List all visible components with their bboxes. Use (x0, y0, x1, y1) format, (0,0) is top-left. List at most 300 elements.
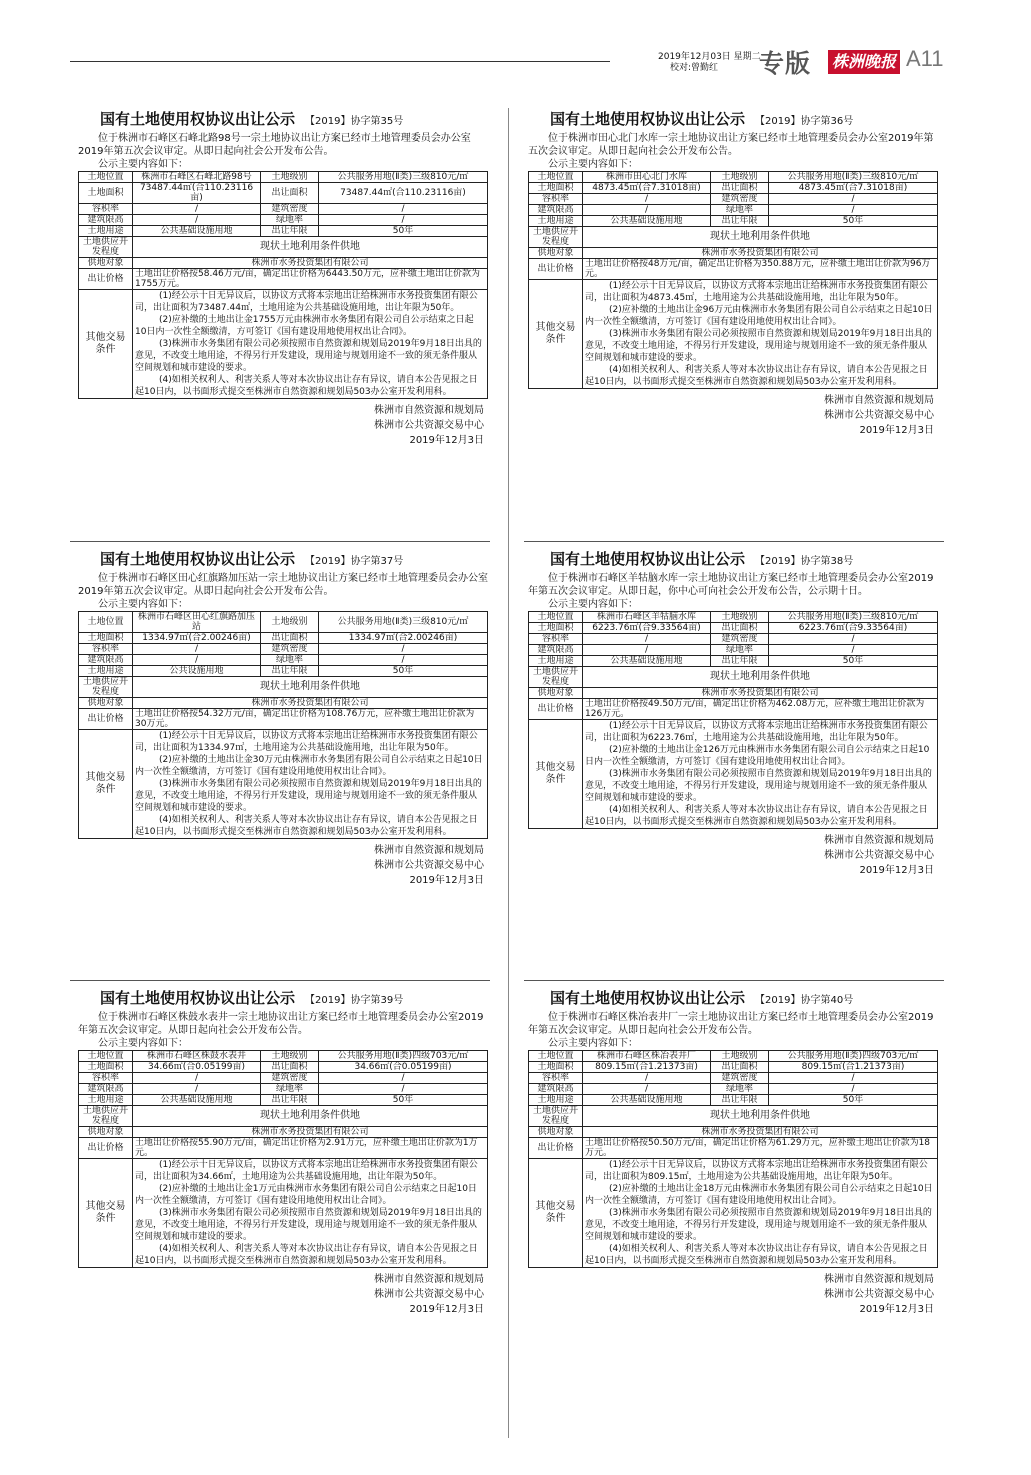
row-divider-left-2 (70, 980, 490, 981)
label-price: 出让价格 (79, 1138, 133, 1159)
value-grade: 公共服务用地(Ⅱ类)三级810元/㎡ (319, 612, 488, 633)
label-use: 土地用途 (79, 666, 133, 677)
value-area: 4873.45㎡(合7.31018亩) (583, 183, 711, 194)
label-density: 建筑密度 (711, 634, 769, 645)
table-row (529, 645, 938, 656)
value-dev-level: 现状土地利用条件供地 (583, 667, 938, 688)
value-far: / (583, 1073, 711, 1084)
label-position: 土地位置 (79, 172, 133, 183)
table-row (79, 183, 488, 204)
section-name: 专版 (759, 49, 812, 78)
signature-bureau: 株洲市自然资源和规划局 (374, 845, 484, 856)
signature-bureau: 株洲市自然资源和规划局 (824, 1274, 934, 1285)
value-dev-level: 现状土地利用条件供地 (133, 237, 488, 258)
table-row (79, 1051, 488, 1062)
condition-3: (3)株洲市水务集团有限公司必须按照市自然资源和规划局2019年9月18日出具的意见，不改变土地用途，不得另行开发建设，现用途与规划用途不一致的须无条件服从空间规划和城市建设的要求。 (585, 769, 932, 803)
label-far: 容积率 (529, 634, 583, 645)
notice-heading (528, 548, 938, 572)
value-height: / (583, 1084, 711, 1095)
value-grade: 公共服务用地(Ⅱ类)三级810元/㎡ (769, 172, 938, 183)
condition-4: (4)如相关权利人、利害关系人等对本次协议出让存有异议，请自本公告见报之日起10日内，以书面形式提交至株洲市自然资源和规划局503办公室开发利用科。 (585, 1244, 928, 1266)
notice-subtitle: 公示主要内容如下： (548, 599, 638, 610)
label-other: 其他交易条件 (529, 280, 583, 389)
value-dev-level: 现状土地利用条件供地 (583, 227, 938, 248)
notice-number: 【2019】协字第37号 (305, 556, 404, 567)
table-row (529, 1095, 938, 1106)
signature-center: 株洲市公共资源交易中心 (824, 850, 934, 861)
signature-bureau: 株洲市自然资源和规划局 (374, 1274, 484, 1285)
condition-2: (2)应补缴的土地出让金30万元由株洲市水务集团有限公司自公示结束之日起10日内一次性全额缴清，方可签订《国有建设用地使用权出让合同》。 (135, 755, 483, 777)
signature-date: 2019年12月3日 (859, 1304, 934, 1315)
label-use: 土地用途 (529, 656, 583, 667)
value-far: / (133, 1073, 261, 1084)
table-row (79, 258, 488, 269)
table-row (529, 216, 938, 227)
table-row (79, 237, 488, 258)
label-price: 出让价格 (79, 709, 133, 730)
land-notice (528, 108, 938, 438)
label-price: 出让价格 (79, 269, 133, 290)
value-area: 73487.44㎡(合110.23116亩) (133, 183, 261, 204)
label-area: 土地面积 (79, 183, 133, 204)
label-grantee: 供地对象 (529, 1127, 583, 1138)
table-row (79, 1062, 488, 1073)
signature-block (78, 843, 488, 888)
label-green: 绿地率 (711, 205, 769, 216)
label-area: 土地面积 (529, 1062, 583, 1073)
value-price: 土地出让价格按50.50万元/亩，确定出让价格为61.29万元，应补缴土地出让价款为18万元。 (583, 1138, 938, 1159)
value-green: / (769, 645, 938, 656)
value-other-conditions (583, 280, 938, 389)
land-info-table (78, 171, 488, 399)
label-use: 土地用途 (79, 226, 133, 237)
notice-title: 国有土地使用权协议出让公示 (550, 110, 746, 128)
value-price: 土地出让价格按48万元/亩，确定出让价格为350.88万元，应补缴土地出让价款为96万元。 (583, 259, 938, 280)
table-row (529, 634, 938, 645)
value-density: / (319, 644, 488, 655)
label-density: 建筑密度 (261, 1073, 319, 1084)
value-term: 50年 (319, 666, 488, 677)
value-density: / (769, 194, 938, 205)
value-area: 809.15㎡(合1.21373亩) (583, 1062, 711, 1073)
value-green: / (769, 1084, 938, 1095)
condition-3: (3)株洲市水务集团有限公司必须按照市自然资源和规划局2019年9月18日出具的意见，不改变土地用途，不得另行开发建设，现用途与规划用途不一致的须无条件服从空间规划和城市建设的要求。 (135, 779, 482, 813)
condition-1: (1)经公示十日无异议后，以协议方式将本宗地出让给株洲市水务投资集团有限公司，出让面积为809.15㎡，土地用途为公共基础设施用地，出让年限为50年。 (585, 1160, 928, 1182)
value-density: / (769, 1073, 938, 1084)
table-row (79, 677, 488, 698)
notice-subtitle: 公示主要内容如下： (98, 1038, 188, 1049)
table-row (79, 1084, 488, 1095)
value-price: 土地出让价格按58.46万元/亩，确定出让价格为6443.50万元，应补缴土地出让价款为1755万元。 (133, 269, 488, 290)
value-area: 6223.76㎡(合9.33564亩) (583, 623, 711, 634)
value-term: 50年 (769, 1095, 938, 1106)
label-height: 建筑限高 (79, 1084, 133, 1095)
table-row (79, 290, 488, 399)
label-green: 绿地率 (261, 215, 319, 226)
value-use: 公共基础设施用地 (583, 1095, 711, 1106)
label-other: 其他交易条件 (79, 290, 133, 399)
label-grantee: 供地对象 (79, 698, 133, 709)
signature-block (528, 1272, 938, 1317)
value-term: 50年 (769, 216, 938, 227)
label-grade: 土地级别 (261, 172, 319, 183)
signature-block (78, 1272, 488, 1317)
notice-intro: 位于株洲市田心北门水库一宗土地协议出让方案已经市土地管理委员会办公室2019年第五次会议审定。从即日起向社会公开发布公告。 (528, 133, 934, 157)
label-position: 土地位置 (529, 612, 583, 623)
label-grade: 土地级别 (711, 612, 769, 623)
value-sale-area: 6223.76㎡(合9.33564亩) (769, 623, 938, 634)
land-notice (528, 548, 938, 878)
label-grade: 土地级别 (711, 172, 769, 183)
table-row (529, 1051, 938, 1062)
label-height: 建筑限高 (529, 645, 583, 656)
signature-center: 株洲市公共资源交易中心 (824, 410, 934, 421)
label-dev-level: 土地供应开发程度 (529, 667, 583, 688)
condition-4: (4)如相关权利人、利害关系人等对本次协议出让存有异议，请自本公告见报之日起10日内，以书面形式提交至株洲市自然资源和规划局503办公室开发利用科。 (135, 1244, 478, 1266)
land-info-table (528, 1050, 938, 1268)
label-dev-level: 土地供应开发程度 (529, 227, 583, 248)
value-green: / (319, 215, 488, 226)
land-notice (78, 987, 488, 1317)
label-other: 其他交易条件 (79, 1159, 133, 1268)
label-sale-area: 出让面积 (261, 183, 319, 204)
value-use: 公共基础设施用地 (583, 216, 711, 227)
notice-subtitle: 公示主要内容如下： (98, 599, 188, 610)
label-area: 土地面积 (79, 633, 133, 644)
value-green: / (769, 205, 938, 216)
notice-subtitle: 公示主要内容如下： (98, 159, 188, 170)
table-row (529, 172, 938, 183)
table-row (79, 172, 488, 183)
table-row (529, 1062, 938, 1073)
table-row (79, 633, 488, 644)
notice-subtitle: 公示主要内容如下： (548, 1038, 638, 1049)
condition-4: (4)如相关权利人、利害关系人等对本次协议出让存有异议，请自本公告见报之日起10日内，以书面形式提交至株洲市自然资源和规划局503办公室开发利用科。 (135, 375, 478, 397)
table-row (529, 667, 938, 688)
value-position: 株洲市石峰区田心红旗路加压站 (133, 612, 261, 633)
signature-center: 株洲市公共资源交易中心 (824, 1289, 934, 1300)
value-dev-level: 现状土地利用条件供地 (133, 1106, 488, 1127)
table-row (529, 1159, 938, 1268)
table-row (79, 1138, 488, 1159)
label-term: 出让年限 (711, 1095, 769, 1106)
condition-4: (4)如相关权利人、利害关系人等对本次协议出让存有异议，请自本公告见报之日起10日内，以书面形式提交至株洲市自然资源和规划局503办公室开发利用科。 (585, 365, 928, 387)
land-notice (78, 548, 488, 888)
value-use: 公共基础设施用地 (583, 656, 711, 667)
row-divider-right-1 (524, 541, 944, 542)
signature-date: 2019年12月3日 (409, 435, 484, 446)
label-price: 出让价格 (529, 1138, 583, 1159)
condition-3: (3)株洲市水务集团有限公司必须按照市自然资源和规划局2019年9月18日出具的意见，不改变土地用途，不得另行开发建设，现用途与规划用途不一致的须无条件服从空间规划和城市建设的要求。 (585, 1208, 932, 1242)
condition-1: (1)经公示十日无异议后，以协议方式将本宗地出让给株洲市水务投资集团有限公司，出让面积为34.66㎡，土地用途为公共基础设施用地，出让年限为50年。 (135, 1160, 478, 1182)
table-row (79, 269, 488, 290)
land-notice (528, 987, 938, 1317)
table-row (529, 656, 938, 667)
label-far: 容积率 (79, 204, 133, 215)
label-dev-level: 土地供应开发程度 (79, 677, 133, 698)
label-far: 容积率 (79, 644, 133, 655)
table-row (79, 666, 488, 677)
label-far: 容积率 (529, 1073, 583, 1084)
value-sale-area: 4873.45㎡(合7.31018亩) (769, 183, 938, 194)
value-price: 土地出让价格按55.90万元/亩，确定出让价格为2.91万元，应补缴土地出让价款为1万元。 (133, 1138, 488, 1159)
value-grantee: 株洲市水务投资集团有限公司 (133, 698, 488, 709)
value-other-conditions (133, 730, 488, 839)
label-term: 出让年限 (711, 656, 769, 667)
table-row (79, 709, 488, 730)
label-sale-area: 出让面积 (711, 1062, 769, 1073)
notice-number: 【2019】协字第36号 (755, 116, 854, 127)
table-row (529, 1084, 938, 1095)
newspaper-logo: 株洲晚报 (828, 50, 900, 74)
label-sale-area: 出让面积 (711, 623, 769, 634)
value-other-conditions (133, 290, 488, 399)
condition-4: (4)如相关权利人、利害关系人等对本次协议出让存有异议，请自本公告见报之日起10日内，以书面形式提交至株洲市自然资源和规划局503办公室开发利用科。 (585, 805, 928, 827)
signature-center: 株洲市公共资源交易中心 (374, 1289, 484, 1300)
label-sale-area: 出让面积 (261, 633, 319, 644)
value-grantee: 株洲市水务投资集团有限公司 (583, 1127, 938, 1138)
label-dev-level: 土地供应开发程度 (79, 1106, 133, 1127)
table-row (79, 655, 488, 666)
value-green: / (319, 1084, 488, 1095)
value-height: / (133, 655, 261, 666)
notice-heading (528, 108, 938, 132)
table-row (79, 644, 488, 655)
proofreader: 校对:曾勤红 (670, 63, 719, 73)
label-area: 土地面积 (529, 623, 583, 634)
notice-title: 国有土地使用权协议出让公示 (550, 550, 746, 568)
condition-3: (3)株洲市水务集团有限公司必须按照市自然资源和规划局2019年9月18日出具的意见，不改变土地用途，不得另行开发建设，现用途与规划用途不一致的须无条件服从空间规划和城市建设的要求。 (135, 1208, 482, 1242)
table-row (79, 1095, 488, 1106)
notice-title: 国有土地使用权协议出让公示 (100, 989, 296, 1007)
label-grade: 土地级别 (261, 1051, 319, 1062)
value-sale-area: 809.15㎡(合1.21373亩) (769, 1062, 938, 1073)
label-price: 出让价格 (529, 259, 583, 280)
value-grade: 公共服务用地(Ⅱ类)四级703元/㎡ (319, 1051, 488, 1062)
label-other: 其他交易条件 (529, 1159, 583, 1268)
notice-heading (78, 987, 488, 1011)
value-green: / (319, 655, 488, 666)
value-grantee: 株洲市水务投资集团有限公司 (133, 1127, 488, 1138)
value-height: / (583, 645, 711, 656)
label-dev-level: 土地供应开发程度 (79, 237, 133, 258)
label-density: 建筑密度 (711, 194, 769, 205)
notice-subtitle: 公示主要内容如下： (548, 159, 638, 170)
notice-intro: 位于株洲市石峰区田心红旗路加压站一宗土地协议出让方案已经市土地管理委员会办公室2019年第五次会议审定。从即日起向社会公开发布公告。 (78, 573, 488, 597)
table-row (529, 259, 938, 280)
signature-block (78, 403, 488, 448)
table-row (529, 1138, 938, 1159)
value-grade: 公共服务用地(Ⅱ类)三级810元/㎡ (319, 172, 488, 183)
label-grantee: 供地对象 (529, 248, 583, 259)
header-rule (70, 61, 610, 62)
condition-1: (1)经公示十日无异议后，以协议方式将本宗地出让给株洲市水务投资集团有限公司，出让面积为1334.97㎡，土地用途为公共基础设施用地，出让年限为50年。 (135, 731, 478, 753)
value-density: / (319, 204, 488, 215)
notice-number: 【2019】协字第38号 (755, 556, 854, 567)
value-dev-level: 现状土地利用条件供地 (583, 1106, 938, 1127)
table-row (529, 183, 938, 194)
condition-2: (2)应补缴的土地出让金126万元由株洲市水务集团有限公司自公示结束之日起10日内一次性全额缴清，方可签订《国有建设用地使用权出让合同》。 (585, 745, 930, 767)
value-position: 株洲市石峰区株鼓水表井 (133, 1051, 261, 1062)
condition-2: (2)应补缴的土地出让金96万元由株洲市水务集团有限公司自公示结束之日起10日内一次性全额缴清，方可签订《国有建设用地使用权出让合同》。 (585, 305, 933, 327)
signature-date: 2019年12月3日 (859, 425, 934, 436)
label-term: 出让年限 (261, 226, 319, 237)
land-info-table (78, 1050, 488, 1268)
value-density: / (769, 634, 938, 645)
condition-3: (3)株洲市水务集团有限公司必须按照市自然资源和规划局2019年9月18日出具的意见，不改变土地用途，不得另行开发建设，现用途与规划用途不一致的须无条件服从空间规划和城市建设的要求。 (135, 339, 482, 373)
value-use: 公共设施用地 (133, 666, 261, 677)
label-green: 绿地率 (261, 1084, 319, 1095)
table-row (529, 280, 938, 389)
label-height: 建筑限高 (529, 205, 583, 216)
label-other: 其他交易条件 (529, 720, 583, 829)
label-term: 出让年限 (261, 1095, 319, 1106)
table-row (529, 205, 938, 216)
label-density: 建筑密度 (261, 204, 319, 215)
label-use: 土地用途 (529, 216, 583, 227)
value-sale-area: 1334.97㎡(合2.00246亩) (319, 633, 488, 644)
label-far: 容积率 (79, 1073, 133, 1084)
table-row (529, 248, 938, 259)
table-row (79, 1159, 488, 1268)
condition-1: (1)经公示十日无异议后，以协议方式将本宗地出让给株洲市水务投资集团有限公司，出让面积为6223.76㎡，土地用途为公共基础设施用地，出让年限为50年。 (585, 721, 928, 743)
notice-title: 国有土地使用权协议出让公示 (550, 989, 746, 1007)
value-other-conditions (133, 1159, 488, 1268)
signature-date: 2019年12月3日 (409, 1304, 484, 1315)
value-grade: 公共服务用地(Ⅱ类)三级810元/㎡ (769, 612, 938, 623)
value-other-conditions (583, 720, 938, 829)
table-row (79, 730, 488, 839)
condition-3: (3)株洲市水务集团有限公司必须按照市自然资源和规划局2019年9月18日出具的意见，不改变土地用途，不得另行开发建设，现用途与规划用途不一致的须无条件服从空间规划和城市建设的要求。 (585, 329, 932, 363)
notice-heading (528, 987, 938, 1011)
value-height: / (133, 1084, 261, 1095)
value-height: / (583, 205, 711, 216)
signature-block (528, 393, 938, 438)
signature-date: 2019年12月3日 (859, 865, 934, 876)
value-dev-level: 现状土地利用条件供地 (133, 677, 488, 698)
condition-4: (4)如相关权利人、利害关系人等对本次协议出让存有异议，请自本公告见报之日起10日内，以书面形式提交至株洲市自然资源和规划局503办公室开发利用科。 (135, 815, 478, 837)
notice-title: 国有土地使用权协议出让公示 (100, 550, 296, 568)
table-row (529, 720, 938, 829)
table-row (529, 1106, 938, 1127)
label-position: 土地位置 (529, 1051, 583, 1062)
land-info-table (78, 611, 488, 839)
value-price: 土地出让价格按49.50万元/亩，确定出让价格为462.08万元，应补缴土地出让价款为126万元。 (583, 699, 938, 720)
value-position: 株洲市田心北门水库 (583, 172, 711, 183)
label-position: 土地位置 (529, 172, 583, 183)
signature-center: 株洲市公共资源交易中心 (374, 860, 484, 871)
table-row (79, 226, 488, 237)
label-term: 出让年限 (711, 216, 769, 227)
land-info-table (528, 611, 938, 829)
label-height: 建筑限高 (79, 215, 133, 226)
label-area: 土地面积 (529, 183, 583, 194)
table-row (79, 698, 488, 709)
value-far: / (583, 194, 711, 205)
value-far: / (133, 204, 261, 215)
value-position: 株洲市石峰区石峰北路98号 (133, 172, 261, 183)
value-use: 公共基础设施用地 (133, 1095, 261, 1106)
condition-1: (1)经公示十日无异议后，以协议方式将本宗地出让给株洲市水务投资集团有限公司，出让面积为73487.44㎡，土地用途为公共基础设施用地，出让年限为50年。 (135, 291, 478, 313)
land-info-table (528, 171, 938, 389)
label-grantee: 供地对象 (529, 688, 583, 699)
value-price: 土地出让价格按54.32万元/亩，确定出让价格为108.76万元，应补缴土地出让价款为30万元。 (133, 709, 488, 730)
notice-heading (78, 548, 488, 572)
table-row (529, 1127, 938, 1138)
table-row (529, 699, 938, 720)
value-height: / (133, 215, 261, 226)
value-term: 50年 (319, 226, 488, 237)
value-position: 株洲市石峰区羊牯脑水库 (583, 612, 711, 623)
label-sale-area: 出让面积 (711, 183, 769, 194)
notice-intro: 位于株洲市石峰区石峰北路98号一宗土地协议出让方案已经市土地管理委员会办公室2019年第五次会议审定。从即日起向社会公开发布公告。 (78, 133, 471, 157)
value-term: 50年 (319, 1095, 488, 1106)
value-density: / (319, 1073, 488, 1084)
label-density: 建筑密度 (711, 1073, 769, 1084)
table-row (529, 227, 938, 248)
signature-bureau: 株洲市自然资源和规划局 (824, 835, 934, 846)
label-height: 建筑限高 (79, 655, 133, 666)
label-grade: 土地级别 (711, 1051, 769, 1062)
label-green: 绿地率 (711, 1084, 769, 1095)
table-row (529, 612, 938, 623)
value-grade: 公共服务用地(Ⅱ类)四级703元/㎡ (769, 1051, 938, 1062)
table-row (529, 623, 938, 634)
label-green: 绿地率 (711, 645, 769, 656)
condition-1: (1)经公示十日无异议后，以协议方式将本宗地出让给株洲市水务投资集团有限公司，出让面积为4873.45㎡，土地用途为公共基础设施用地，出让年限为50年。 (585, 281, 928, 303)
row-divider-left-1 (70, 541, 490, 542)
notice-intro: 位于株洲市石峰区株冶表井厂一宗土地协议出让方案已经市土地管理委员会办公室2019年第五次会议审定。从即日起向社会公开发布公告。 (528, 1012, 934, 1036)
label-far: 容积率 (529, 194, 583, 205)
notice-number: 【2019】协字第39号 (305, 995, 404, 1006)
land-notice (78, 108, 488, 448)
label-use: 土地用途 (529, 1095, 583, 1106)
label-grantee: 供地对象 (79, 1127, 133, 1138)
label-price: 出让价格 (529, 699, 583, 720)
label-height: 建筑限高 (529, 1084, 583, 1095)
label-dev-level: 土地供应开发程度 (529, 1106, 583, 1127)
value-far: / (133, 644, 261, 655)
value-position: 株洲市石峰区株冶表井厂 (583, 1051, 711, 1062)
label-sale-area: 出让面积 (261, 1062, 319, 1073)
notice-heading (78, 108, 488, 132)
label-position: 土地位置 (79, 612, 133, 633)
value-term: 50年 (769, 656, 938, 667)
notice-number: 【2019】协字第35号 (305, 116, 404, 127)
notice-title: 国有土地使用权协议出让公示 (100, 110, 296, 128)
table-row (529, 688, 938, 699)
value-sale-area: 34.66㎡(合0.05199亩) (319, 1062, 488, 1073)
value-other-conditions (583, 1159, 938, 1268)
label-area: 土地面积 (79, 1062, 133, 1073)
label-other: 其他交易条件 (79, 730, 133, 839)
table-row (79, 612, 488, 633)
issue-date: 2019年12月03日 星期二 (658, 52, 761, 62)
label-use: 土地用途 (79, 1095, 133, 1106)
signature-bureau: 株洲市自然资源和规划局 (824, 395, 934, 406)
signature-bureau: 株洲市自然资源和规划局 (374, 405, 484, 416)
condition-2: (2)应补缴的土地出让金1万元由株洲市水务集团有限公司自公示结束之日起10日内一次性全额缴清，方可签订《国有建设用地使用权出让合同》。 (135, 1184, 477, 1206)
condition-2: (2)应补缴的土地出让金18万元由株洲市水务集团有限公司自公示结束之日起10日内一次性全额缴清，方可签订《国有建设用地使用权出让合同》。 (585, 1184, 933, 1206)
row-divider-right-2 (524, 980, 944, 981)
label-term: 出让年限 (261, 666, 319, 677)
label-density: 建筑密度 (261, 644, 319, 655)
condition-2: (2)应补缴的土地出让金1755万元由株洲市水务集团有限公司自公示结束之日起10日内一次性全额缴清，方可签订《国有建设用地使用权出让合同》。 (135, 315, 474, 337)
value-area: 34.66㎡(合0.05199亩) (133, 1062, 261, 1073)
table-row (529, 194, 938, 205)
label-grade: 土地级别 (261, 612, 319, 633)
value-use: 公共基础设施用地 (133, 226, 261, 237)
